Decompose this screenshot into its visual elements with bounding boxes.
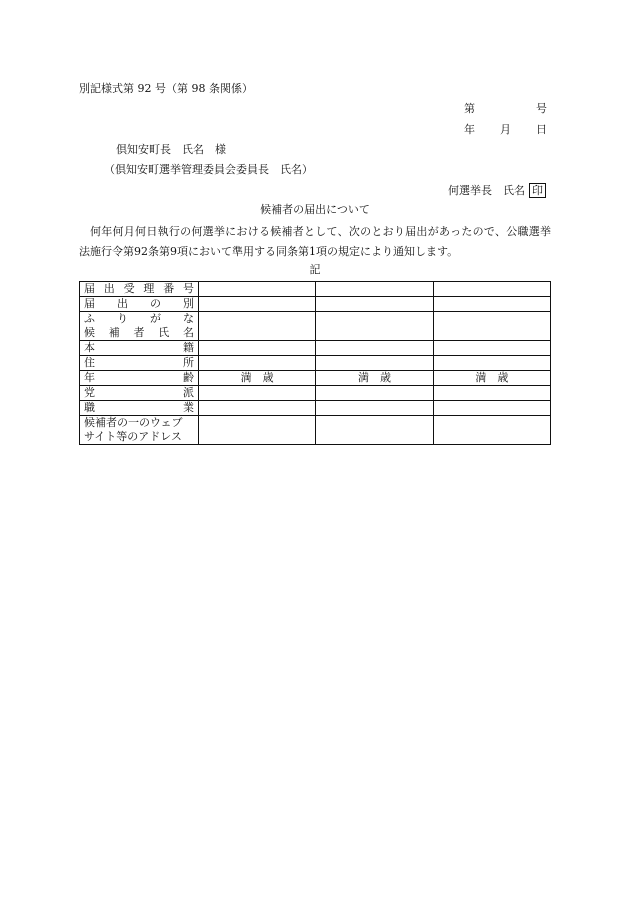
document-title: 候補者の届出について	[260, 203, 370, 216]
table-row	[80, 356, 551, 371]
age-cell: 満 歳	[199, 371, 316, 386]
website-label-line-2: サイト等のアドレス	[84, 430, 182, 443]
table-row	[80, 386, 551, 401]
row-label-receipt-number	[80, 282, 199, 297]
label-char: 齢	[183, 371, 194, 384]
candidate-table	[79, 281, 551, 445]
table-cell	[316, 356, 433, 371]
row-label-occupation	[80, 401, 199, 416]
form-number: 別記様式第 92 号（第 98 条関係）	[79, 82, 253, 95]
label-char: 所	[183, 356, 194, 369]
label-char: 党	[84, 386, 95, 399]
label-char: 届	[84, 282, 95, 295]
document-number-label: 第	[464, 102, 475, 115]
label-char: 住	[84, 356, 95, 369]
table-cell	[199, 386, 316, 401]
age-cell: 満 歳	[316, 371, 433, 386]
row-label-age	[80, 371, 199, 386]
label-char: 受	[123, 282, 135, 295]
table-cell	[433, 297, 550, 312]
table-cell	[433, 341, 550, 356]
ki-heading: 記	[309, 263, 321, 276]
label-char: 別	[183, 297, 194, 310]
table-cell	[433, 356, 550, 371]
label-char: の	[150, 297, 161, 310]
label-char: 候	[84, 326, 95, 339]
table-row	[80, 341, 551, 356]
table-cell	[199, 282, 316, 297]
label-char: 本	[84, 341, 95, 354]
label-char: 年	[84, 371, 95, 384]
table-row	[80, 312, 551, 341]
table-cell	[316, 282, 433, 297]
table-cell	[433, 416, 550, 445]
table-row	[80, 401, 551, 416]
table-cell	[199, 356, 316, 371]
label-char: 籍	[183, 341, 194, 354]
table-cell	[199, 341, 316, 356]
table-row	[80, 371, 551, 386]
label-char: 補	[108, 326, 120, 339]
label-char: 職	[84, 401, 95, 414]
table-cell	[316, 386, 433, 401]
row-label-name	[80, 312, 199, 341]
seal-mark: 印	[529, 183, 546, 198]
label-char: な	[183, 312, 194, 325]
sender-name: 何選挙長 氏名	[448, 183, 525, 197]
table-cell	[433, 386, 550, 401]
table-cell	[199, 416, 316, 445]
label-char: 氏	[158, 326, 170, 339]
table-cell	[199, 401, 316, 416]
label-char: り	[117, 312, 128, 325]
label-char: 理	[143, 282, 155, 295]
body-paragraph: 何年何月何日執行の何選挙における候補者として、次のとおり届出があったので、公職選挙法施行令第92条第9項において準用する同条第1項の規定により通知します。	[79, 225, 551, 258]
table-row	[80, 282, 551, 297]
row-label-party	[80, 386, 199, 401]
table-row	[80, 416, 551, 445]
label-char: 派	[183, 386, 194, 399]
label-char: 業	[183, 401, 194, 414]
table-cell	[433, 312, 550, 341]
table-row	[80, 297, 551, 312]
label-char: 届	[84, 297, 95, 310]
age-cell: 満 歳	[433, 371, 550, 386]
row-label-filing-type	[80, 297, 199, 312]
sender-line	[448, 183, 546, 198]
label-char: 者	[133, 326, 145, 339]
row-label-honseki	[80, 341, 199, 356]
table-cell	[199, 312, 316, 341]
website-label-line-1: 候補者の一のウェブ	[84, 416, 183, 429]
table-cell	[316, 416, 433, 445]
label-char: 番	[163, 282, 175, 295]
label-char: 出	[103, 282, 115, 295]
table-cell	[316, 297, 433, 312]
label-char: 出	[117, 297, 128, 310]
date-year-label: 年	[464, 123, 475, 136]
date-month-label: 月	[500, 123, 511, 136]
table-cell	[199, 297, 316, 312]
table-cell	[433, 282, 550, 297]
addressee-line-2: （倶知安町選挙管理委員会委員長 氏名）	[104, 163, 313, 176]
label-char: 名	[183, 326, 194, 339]
label-char: が	[150, 312, 161, 325]
addressee-line-1: 倶知安町長 氏名 様	[116, 143, 226, 156]
label-char: ふ	[84, 312, 95, 325]
table-cell	[316, 312, 433, 341]
row-label-address	[80, 356, 199, 371]
label-char: 号	[182, 282, 194, 295]
table-cell	[316, 341, 433, 356]
table-cell	[316, 401, 433, 416]
table-cell	[433, 401, 550, 416]
row-label-website	[80, 416, 199, 445]
date-day-label: 日	[536, 123, 547, 136]
document-number-suffix: 号	[536, 102, 547, 115]
